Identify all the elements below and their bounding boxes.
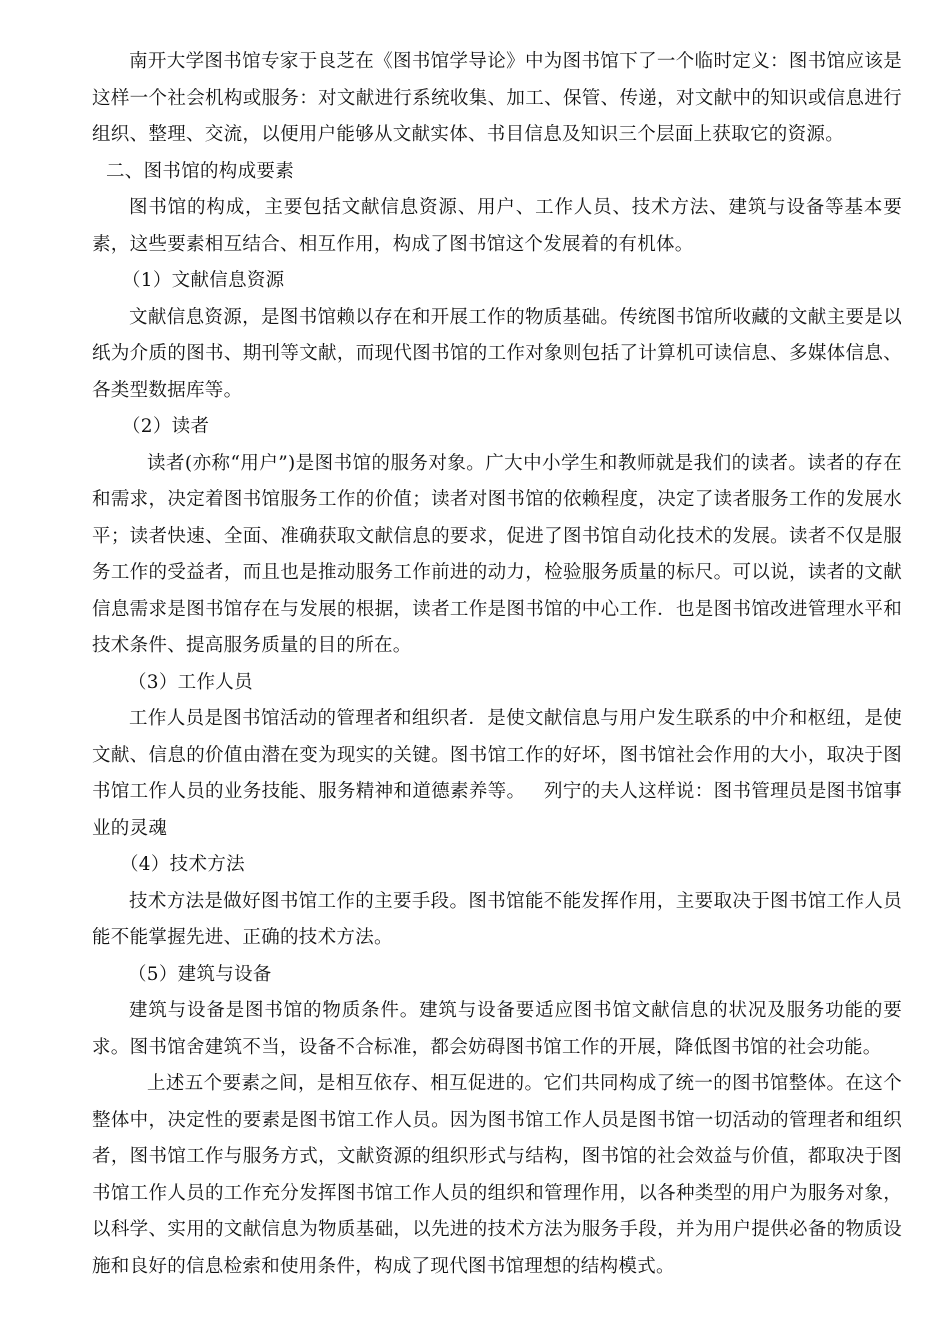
element-heading-readers: （2）读者 (122, 416, 210, 437)
element-paragraph-resources: 文献信息资源，是图书馆赖以存在和开展工作的物质基础。传统图书馆所收藏的文献主要是以纸为介质的图书、期刊等文献，而现代图书馆的工作对象则包括了计算机可读信息、多媒体信息、各类型数据库等。 (92, 306, 902, 401)
section-paragraph: 图书馆的构成，主要包括文献信息资源、用户、工作人员、技术方法、建筑与设备等基本要素，这些要素相互结合、相互作用，构成了图书馆这个发展着的有机体。 (92, 197, 902, 255)
element-paragraph-methods: 技术方法是做好图书馆工作的主要手段。图书馆能不能发挥作用，主要取决于图书馆工作人员能不能掌握先进、正确的技术方法。 (92, 890, 902, 948)
element-paragraph-buildings: 建筑与设备是图书馆的物质条件。建筑与设备要适应图书馆文献信息的状况及服务功能的要求。图书馆舍建筑不当，设备不合标准，都会妨碍图书馆工作的开展，降低图书馆的社会功能。 (92, 1000, 902, 1058)
intro-paragraph: 南开大学图书馆专家于良芝在《图书馆学导论》中为图书馆下了一个临时定义：图书馆应该是这样一个社会机构或服务：对文献进行系统收集、加工、保管、传递，对文献中的知识或信息进行组织、整理、交流，以便用户能够从文献实体、书目信息及知识三个层面上获取它的资源。 (92, 51, 902, 145)
element-heading-resources: （1）文献信息资源 (122, 270, 285, 291)
conclusion-paragraph: 上述五个要素之间，是相互依存、相互促进的。它们共同构成了统一的图书馆整体。在这个整体中，决定性的要素是图书馆工作人员。因为图书馆工作人员是图书馆一切活动的管理者和组织者，图书馆工作与服务方式，文献资源的组织形式与结构，图书馆的社会效益与价值，都取决于图书馆工作人员的工作充分发挥图书馆工作人员的组织和管理作用，以各种类型的用户为服务对象，以科学、实用的文献信息为物质基础，以先进的技术方法为服务手段，并为用户提供必备的物质设施和良好的信息检索和使用条件，构成了现代图书馆理想的结构模式。 (92, 1073, 902, 1277)
element-heading-buildings: （5）建筑与设备 (128, 963, 272, 985)
document-page (92, 44, 902, 1285)
section-heading: 二、图书馆的构成要素 (106, 160, 295, 182)
element-heading-methods: （4）技术方法 (120, 854, 245, 875)
element-heading-staff: （3）工作人员 (128, 671, 253, 693)
element-paragraph-readers: 读者(亦称“用户”)是图书馆的服务对象。广大中小学生和教师就是我们的读者。读者的存在和需求，决定着图书馆服务工作的价值；读者对图书馆的依赖程度，决定了读者服务工作的发展水平；读者快速、全面、准确获取文献信息的要求，促进了图书馆自动化技术的发展。读者不仅是服务工作的受益者，而且也是推动服务工作前进的动力，检验服务质量的标尺。可以说，读者的文献信息需求是图书馆存在与发展的根据，读者工作是图书馆的中心工作．也是图书馆改进管理水平和技术条件、提高服务质量的目的所在。 (92, 452, 902, 656)
element-paragraph-staff: 工作人员是图书馆活动的管理者和组织者．是使文献信息与用户发生联系的中介和枢纽，是使文献、信息的价值由潜在变为现实的关键。图书馆工作的好坏，图书馆社会作用的大小，取决于图书馆工作人员的业务技能、服务精神和道德素养等。 列宁的夫人这样说：图书管理员是图书馆事业的灵魂 (92, 708, 902, 839)
